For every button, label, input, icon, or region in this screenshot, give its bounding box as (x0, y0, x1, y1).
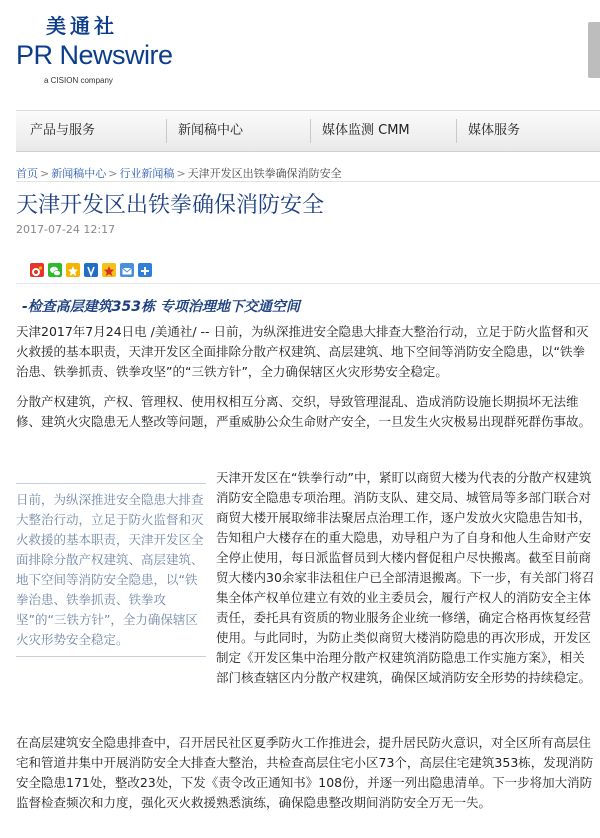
breadcrumb-home[interactable]: 首页 (16, 167, 38, 180)
divider (16, 181, 600, 182)
weibo-icon[interactable] (30, 263, 44, 277)
breadcrumb-separator: > (40, 167, 50, 180)
nav-item-cmm[interactable] (322, 111, 410, 151)
logo-cn-text: 美通社 (46, 14, 118, 38)
article-title: 天津开发区出铁拳确保消防安全 (16, 193, 325, 218)
nav-item-label: 产品与服务 (30, 123, 96, 138)
scroll-handle[interactable] (588, 22, 600, 78)
renren-icon[interactable] (84, 263, 98, 277)
article-paragraph-3: 天津开发区在“铁拳行动”中，紧盯以商贸大楼为代表的分散产权建筑消防安全隐患专项治理。消防支队、建交局、城管局等多部门联合对商贸大楼开展取缔非法聚居点治理工作，逐户发放火灾隐患告知书，告知租户大楼存在的重大隐患，劝导租户为了自身和他人生命财产安全停止使用，每日派监督员到大楼内督促租户尽快搬离。截至目前商贸大楼内30余家非法租住户已全部清退搬离。下一步，有关部门将召集全体产权单位建立有效的业主委员会，履行产权人的消防安全主体责任，委托具有资质的物业服务企业统一修缮，确定合格再恢复经营使用。与此同时，为防止类似商贸大楼消防隐患的再次形成，开发区制定《开发区集中治理分散产权建筑消防隐患工作实施方案》，相关部门核查辖区内分散产权建筑，确保区域消防安全形势的持续稳定。 (216, 470, 595, 685)
nav-item-media-services[interactable] (468, 111, 520, 151)
nav-separator (456, 119, 457, 143)
breadcrumb-current: 天津开发区出铁拳确保消防安全 (187, 167, 342, 180)
pull-quote (16, 483, 206, 657)
nav-separator (166, 119, 167, 143)
wechat-icon[interactable] (48, 263, 62, 277)
more-icon[interactable] (138, 263, 152, 277)
logo-en-text: PR Newswire (16, 40, 173, 70)
logo-subtitle: a CISION company (44, 76, 113, 85)
share-bar (30, 259, 156, 275)
nav-item-label: 媒体监测 CMM (322, 123, 410, 138)
nav-item-label: 新闻稿中心 (178, 123, 244, 138)
nav-item-products[interactable] (30, 111, 95, 151)
star-icon[interactable] (102, 263, 116, 277)
qq-zone-icon[interactable] (66, 263, 80, 277)
breadcrumb (16, 165, 342, 181)
pr-newswire-logo[interactable] (16, 10, 216, 90)
article-date: 2017-07-24 12:17 (16, 223, 116, 236)
article-paragraph-1: 天津2017年7月24日电 /美通社/ -- 日前，为纵深推进安全隐患大排查大整治行动，立足于防火监督和灭火救援的基本职责，天津开发区全面排除分散产权建筑、高层建筑、地下空间等消防安全隐患，以“铁拳治患、铁拳抓责、铁拳攻坚”的“三铁方针”，全力确保辖区火灾形势安全稳定。 (16, 324, 589, 379)
mail-icon[interactable] (120, 263, 134, 277)
nav-item-label: 媒体服务 (468, 123, 521, 138)
pull-quote-text: 日前，为纵深推进安全隐患大排查大整治行动，立足于防火监督和灭火救援的基本职责，天津开发区全面排除分散产权建筑、高层建筑、地下空间等消防安全隐患，以“铁拳治患、铁拳抓责、铁拳攻坚”的“三铁方针”，全力确保辖区火灾形势安全稳定。 (16, 492, 204, 647)
nav-separator (310, 119, 311, 143)
article-paragraph-4: 在高层建筑安全隐患排查中，召开居民社区夏季防火工作推进会，提升居民防火意识，对全区所有高层住宅和管道井集中开展消防安全大排查大整治，共检查高层住宅小区73个，高层住宅建筑353栋，发现消防安全隐患171处，整改23处，下发《责令改正通知书》108份，并逐一列出隐患清单。下一步将加大消防监督检查频次和力度，强化灭火救援熟悉演练，确保隐患整改期间消防安全万无一失。 (16, 735, 594, 810)
article-paragraph-2: 分散产权建筑，产权、管理权、使用权相互分离、交织，导致管理混乱、造成消防设施长期损坏无法维修、建筑火灾隐患无人整改等问题，严重威胁公众生命财产安全，一旦发生火灾极易出现群死群伤事故。 (16, 394, 592, 429)
breadcrumb-newsroom[interactable]: 新闻稿中心 (51, 167, 107, 180)
article-subtitle: -检查高层建筑353栋 专项治理地下交通空间 (22, 299, 300, 315)
breadcrumb-separator: > (108, 167, 118, 180)
nav-item-newsroom[interactable] (178, 111, 243, 151)
main-nav (16, 110, 600, 152)
breadcrumb-separator: > (176, 167, 186, 180)
divider (16, 283, 600, 284)
breadcrumb-industry[interactable]: 行业新闻稿 (119, 167, 175, 180)
